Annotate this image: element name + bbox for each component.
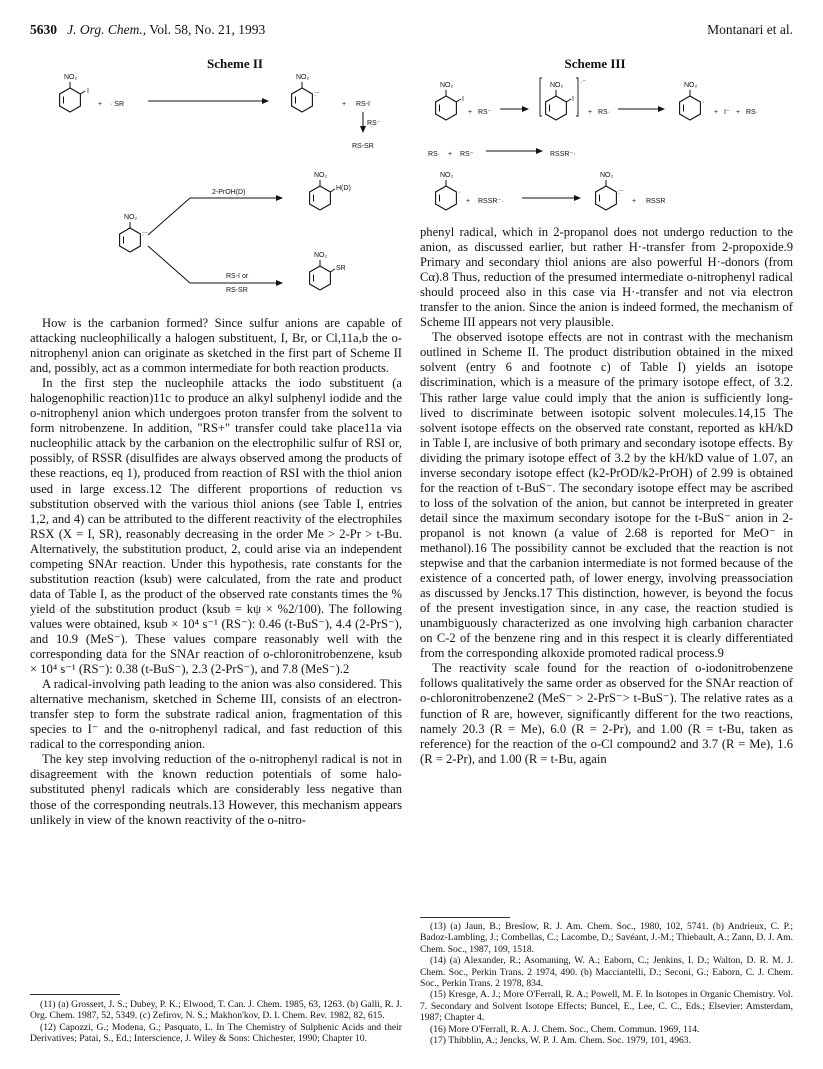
branch-line	[148, 198, 190, 235]
nitro-label: NO₂	[440, 82, 454, 89]
rssr-label: RSSR	[646, 198, 666, 205]
plus-sign: +	[714, 109, 719, 116]
page-number: 5630	[30, 22, 57, 37]
paragraph: The key step involving reduction of the o-nitrophenyl radical is not in disagreement with the known reduction potentials of some halo-substituted phenyl radicals which are considerably less negative than those of the corresponding neutrals.13 However, this mechanism appears unlikely in view of the known reactivity of the o-nitro-	[30, 752, 402, 827]
footnote-rule	[30, 994, 120, 995]
paragraph: A radical-involving path leading to the anion was also considered. This alternative mechanism, sketched in Scheme III, consists of an electron-transfer step to form the substrate radical anion, fragmentation of this species to I⁻ and the o-nitrophenyl radical, and fast reduction of this radical to the corresponding anion.	[30, 677, 402, 752]
rs-radical-label: RS·	[746, 109, 759, 116]
rs-radical-label: RS·	[428, 151, 441, 158]
svg-text:·: ·	[702, 99, 705, 106]
footnote: (12) Capozzi, G.; Modena, G.; Pasquato, L. In The Chemistry of Sulphenic Acids and their Derivatives; Patai, S., Ed.; Interscience, J. Wiley & Sons: Chichester, 1990; Chapter 10.	[30, 1021, 402, 1045]
sr-label: SR	[336, 265, 346, 272]
aryl-iodide-ring	[60, 74, 89, 112]
scheme-iii-diagram	[418, 70, 796, 220]
plus-sign: +	[468, 109, 473, 116]
thiolate-label: RS⁻	[478, 109, 492, 116]
svg-text:·: ·	[458, 189, 461, 196]
plus-sign: +	[632, 198, 637, 205]
nitro-label: NO₂	[124, 214, 138, 221]
nitrophenyl-sulfide-ring	[310, 252, 346, 290]
paragraph: phenyl radical, which in 2-propanol does not undergo reduction to the anion, as discussed earlier, but rather H·-transfer from 2-propoxide.9 Primary and secondary thiol anions are also powerful H·-donors (from Cα).8 Thus, reduction of the presumed intermediate o-nitrophenyl radical should proceed also in this case via H·-transfer and not via electron transfer to the anion. Since the anion is indeed formed, the mechanism of Scheme III appears not very plausible.	[420, 225, 793, 330]
solvent-label: 2-PrOH(D)	[212, 189, 246, 196]
nitro-label: NO₂	[314, 252, 328, 259]
plus-sign: +	[588, 109, 593, 116]
plus-sign: +	[98, 101, 103, 108]
header-authors: Montanari et al.	[707, 22, 793, 37]
nitrophenyl-anion-ring	[120, 214, 148, 252]
plus-sign: +	[342, 101, 347, 108]
footnote: (13) (a) Jaun, B.; Breslow, R. J. Am. Chem. Soc., 1980, 102, 5741. (b) Andrieux, C. P.; Badoz-Lambling, J.; Combellas, C.; Lacombe, D.; Savéant, J.-M.; Thiebault, A.; Zann, D. J. Am. Chem. Soc., 1987, 109, 1518.	[420, 921, 793, 955]
svg-text::⁻: :⁻	[314, 91, 320, 98]
svg-text:·⁻: ·⁻	[580, 79, 587, 86]
nitro-label: NO₂	[440, 172, 454, 179]
plus-sign: +	[466, 198, 471, 205]
reagent-label: RS-I or	[226, 273, 249, 280]
plus-sign: +	[448, 151, 453, 158]
thiolate-label: · SR	[110, 101, 124, 108]
scheme-ii-diagram	[30, 70, 410, 300]
nitrophenyl-anion-ring	[596, 172, 624, 210]
thiolate-label: RS⁻	[460, 151, 474, 158]
header-journal	[30, 22, 265, 38]
nitro-label: NO₂	[684, 82, 698, 89]
svg-text::⁻: :⁻	[142, 231, 148, 238]
rssr-radical-label: RSSR⁻·	[478, 198, 504, 205]
paragraph: How is the carbanion formed? Since sulfur anions are capable of attacking nucleophilically a halogen substituent, I, Br, or Cl,11a,b the o-nitrophenyl anion can originate as sketched in the first part of Scheme II and, possibly, act as a common intermediate for both reaction products.	[30, 316, 402, 376]
footnote: (17) Thibblin, A.; Jencks, W. P. J. Am. Chem. Soc. 1979, 101, 4963.	[430, 1035, 691, 1047]
running-header	[30, 22, 793, 42]
footnote: (11) (a) Grossert, J. S.; Dubey, P. K.; Elwood, T. Can. J. Chem. 1985, 63, 1263. (b) Galli, R. J. Org. Chem. 1987, 52, 5349. (c) Zefirov, N. S.; Makhon'kov, D. I. Chem. Rev. 1982, 82, 615.	[30, 999, 402, 1022]
rs-radical-label: RS·	[598, 109, 611, 116]
footnote: (16) More O'Ferrall, R. A. J. Chem. Soc., Chem. Commun. 1969, 114.	[430, 1023, 700, 1035]
iodide-label: I⁻	[724, 109, 730, 116]
paragraph: The reactivity scale found for the reaction of o-iodonitrobenzene follows qualitatively the same order as observed for the SNAr reaction of o-chloronitrobenzene2 (MeS⁻ > 2-PrS⁻> t-BuS⁻). The relative rates as a function of R are, however, significantly different for the two reactions, namely 20.3 (R = Me), 6.0 (R = 2-Pr), and 1.00 (R = t-Bu, taken as reference) for the reaction of the o-Cl compound2 and 3.7 (R = Me), 1.6 (R = 2-Pr), and 1.00 (R = t-Bu, again	[420, 661, 793, 766]
paragraph: The observed isotope effects are not in contrast with the mechanism outlined in Scheme II. The product distribution obtained in the mixed solvent (entry 6 and footnote c) of Table I) yields an isotope discrimination, which is a measure of the primary isotope effect, of 3.2. This rather large value could imply that the anion is sufficiently long-lived to discriminate between isotopic solvent molecules.14,15 The solvent isotope effects on the observed rate constant, reported as kH/kD in Table I, are inclusive of both primary and secondary isotope effects. By dividing the primary isotope effect of 3.2 by the kH/kD value of 1.07, an inverse secondary isotope effect (k2-PrOD/k2-PrOH) of 2.99 is obtained for the reaction of t-BuS⁻. The secondary isotope effect may be ascribed to loss of the solvation of the anion, but cannot be interpreted in greater detail since the maximum secondary isotope for the t-BuS⁻ anion in 2-propanol is not known (a value of 2.68 is reported for MeO⁻ in methanol).16 The possibility cannot be excluded that the reaction is not stepwise and that the carbanion intermediate is not formed because of the existence of a concerted path, of lower energy, involving preassociation as discussed by Jencks.17 This distinction, however, is beyond the focus of the present investigation since, in any case, the reaction studied is unambiguously characterized as one involving high carbanion character on C-2 of the benzene ring and in this respect it is clearly differentiated from the corresponding alkoxide promoted radical process.9	[420, 330, 793, 661]
svg-text::⁻: :⁻	[618, 189, 624, 196]
footnote: (14) (a) Alexander, R.; Asomaning, W. A.; Eaborn, C.; Jenkins, I. D.; Walton, D. R. M. J. Chem. Soc., Perkin Trans. 2 1974, 490. (b) Macciantelli, D.; Seconi, G.; Eaborn, C. J. Chem. Soc., Perkin Trans. 2 1978, 834.	[420, 955, 793, 990]
rssr-radical-label: RSSR⁻·	[550, 151, 576, 158]
iodo-label: I	[462, 96, 464, 103]
nitrobenzene-ring	[310, 172, 351, 210]
hd-label: H(D)	[336, 185, 351, 192]
scheme-ii-title: Scheme II	[207, 56, 263, 71]
reagent-label: RS-SR	[226, 287, 248, 294]
journal-name: J. Org. Chem.,	[67, 22, 147, 37]
right-column	[420, 225, 793, 767]
nitro-label: NO₂	[64, 74, 78, 81]
paragraph: In the first step the nucleophile attacks the iodo substituent (a halogenophilic reaction)11c to produce an alkyl sulphenyl iodide and the o-nitrophenyl anion which undergoes proton transfer from the solvent to form nitrobenzene. In addition, "RS+" transfer could take place11a via nucleophilic attack by the carbanion on the electrophilic sulfur of RSI or, possibly, of RSSR (disulfides are always observed among the products of these reactions, eq 1), produced from reaction of RSI with the thiol anion used in large excess.12 The different proportions of reduction vs substitution observed with the various thiol anions (see Table I, entries 1,2, and 4) can be attributed to the different reactivity of the electrophiles RSX (X = I, SR), reasonably decreasing in the order Me > 2-Pr > t-Bu. Alternatively, the substitution product, 2, could arise via an independent competing SNAr reaction. Under this hypothesis, rate constants for the substitution reaction (ksub) were calculated, from the rate and product data of Table I, as the product of the observed rate constants times the % yield of the substitution product (ksub = kψ × %2/100). The following values were obtained, ksub × 10⁴ s⁻¹ (RS⁻): 0.46 (t-BuS⁻), 4.4 (2-PrS⁻), and 10.9 (MeS⁻). These values compare reasonably well with the corresponding data for the SNAr reaction of o-chloronitrobenzene, ksub × 10⁴ s⁻¹ (RS⁻): 0.38 (t-BuS⁻), 2.3 (2-PrS⁻), and 7.8 (MeS⁻).2	[30, 376, 402, 677]
plus-sign: +	[736, 109, 741, 116]
nitro-label: NO₂	[550, 82, 564, 89]
nitro-label: NO₂	[600, 172, 614, 179]
iodo-label: I	[87, 88, 89, 95]
journal-volume: Vol. 58, No. 21, 1993	[149, 22, 266, 37]
left-column	[30, 316, 402, 828]
nitrophenyl-anion-ring	[292, 74, 320, 112]
iodo-label: I	[572, 96, 574, 103]
nitrophenyl-radical-ring	[680, 82, 705, 120]
nitrophenyl-radical-ring	[436, 172, 461, 210]
footnote: (15) Kresge, A. J.; More O'Ferrall, R. A.; Powell, M. F. In Isotopes in Organic Chemistry. Vol. 7. Secondary and Solvent Isotope Effects; Buncel, E., Lee, C. C., Eds.; Elsevier: Amsterdam, 1987; Chapter 4.	[420, 989, 793, 1024]
left-footnotes	[30, 999, 402, 1045]
rs-i-label: RS-I	[356, 101, 370, 108]
footnote-rule	[420, 917, 510, 918]
branch-line	[148, 246, 190, 283]
disulfide-label: RS-SR	[352, 143, 374, 150]
radical-anion-ring	[540, 78, 586, 120]
nitro-label: NO₂	[296, 74, 310, 81]
scheme-iii-title: Scheme III	[564, 56, 626, 71]
thiolate-label: RS⁻	[367, 120, 381, 127]
aryl-iodide-ring	[436, 82, 464, 120]
right-footnotes	[420, 921, 793, 1046]
nitro-label: NO₂	[314, 172, 328, 179]
